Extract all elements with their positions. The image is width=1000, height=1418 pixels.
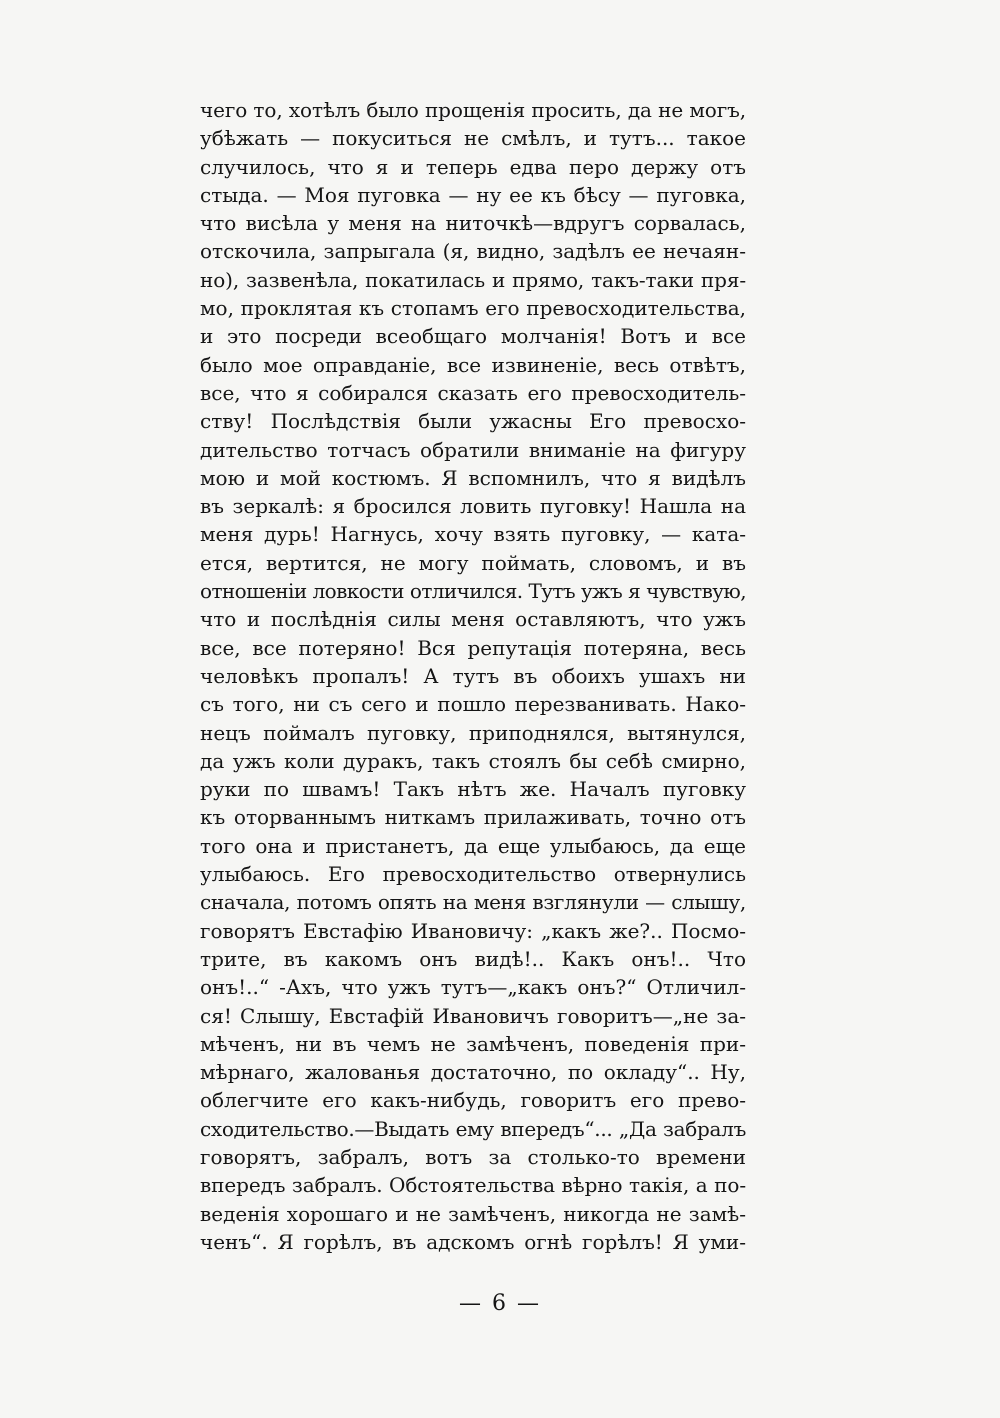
text-line: случилось, что я и теперь едва перо держу отъ bbox=[200, 154, 746, 179]
text-line: что висѣла у меня на ниточкѣ—вдругъ сорвалась, bbox=[200, 211, 746, 236]
text-line: стыда. — Моя пуговка — ну ее къ бѣсу — пуговка, bbox=[200, 182, 746, 207]
text-line: дительство тотчасъ обратили вниманіе на фигуру bbox=[200, 437, 746, 462]
text-line: отношеніи ловкости отличился. Тутъ ужъ я чувствую, bbox=[200, 579, 746, 604]
page-number: — 6 — bbox=[459, 1291, 541, 1316]
text-line: что и послѣднія силы меня оставляютъ, что ужъ bbox=[200, 607, 746, 632]
text-line: все, что я собирался сказать его превосходитель- bbox=[200, 380, 746, 405]
text-line: трите, въ какомъ онъ видѣ!.. Какъ онъ!.. Что bbox=[200, 946, 746, 971]
text-line: говорятъ, забралъ, вотъ за столько-то времени bbox=[200, 1144, 746, 1169]
text-line: мѣченъ, ни въ чемъ не замѣченъ, поведенія при- bbox=[200, 1031, 746, 1056]
text-line: сначала, потомъ опять на меня взглянули — слышу, bbox=[200, 890, 746, 915]
text-line: но), зазвенѣла, покатилась и прямо, такъ-таки пря- bbox=[200, 267, 746, 292]
text-line: и это посреди всеобщаго молчанія! Вотъ и все bbox=[200, 324, 746, 349]
text-line: впередъ забралъ. Обстоятельства вѣрно такія, а по- bbox=[200, 1173, 746, 1198]
text-line: руки по швамъ! Такъ нѣтъ же. Началъ пуговку bbox=[200, 777, 746, 802]
text-line: да ужъ коли дуракъ, такъ стоялъ бы себѣ смирно, bbox=[200, 748, 746, 773]
text-line: облегчите его какъ-нибудь, говоритъ его прево- bbox=[200, 1088, 746, 1113]
text-line: ется, вертится, не могу поймать, словомъ, и въ bbox=[200, 550, 746, 575]
text-line: все, все потеряно! Вся репутація потеряна, весь bbox=[200, 635, 746, 660]
text-line: къ оторваннымъ ниткамъ прилаживать, точно отъ bbox=[200, 805, 746, 830]
text-line: было мое оправданіе, все извиненіе, весь отвѣтъ, bbox=[200, 352, 746, 377]
text-line: нецъ поймалъ пуговку, приподнялся, вытянулся, bbox=[200, 720, 746, 745]
body-text bbox=[200, 96, 746, 1256]
text-line: въ зеркалѣ: я бросился ловить пуговку! Нашла на bbox=[200, 494, 746, 519]
text-line: меня дурь! Нагнусь, хочу взять пуговку, — ката- bbox=[200, 522, 746, 547]
text-line: отскочила, запрыгала (я, видно, задѣлъ ее нечаян- bbox=[200, 239, 746, 264]
text-line: веденія хорошаго и не замѣченъ, никогда не замѣ- bbox=[200, 1201, 746, 1226]
text-line: мо, проклятая къ стопамъ его превосходительства, bbox=[200, 296, 746, 321]
text-line: мою и мой костюмъ. Я вспомнилъ, что я видѣлъ bbox=[200, 465, 746, 490]
text-line: сходительство.—Выдать ему впередъ“... „Да забралъ bbox=[200, 1116, 746, 1141]
text-line: улыбаюсь. Его превосходительство отвернулись bbox=[200, 862, 746, 887]
text-line: ству! Послѣдствія были ужасны Его превосхо- bbox=[200, 409, 746, 434]
text-line: говорятъ Евстафію Ивановичу: „какъ же?.. Посмо- bbox=[200, 918, 746, 943]
text-line: человѣкъ пропалъ! А тутъ въ обоихъ ушахъ ни bbox=[200, 663, 746, 688]
text-line: съ того, ни съ сего и пошло перезванивать. Нако- bbox=[200, 692, 746, 717]
text-line: чего то, хотѣлъ было прощенія просить, да не могъ, bbox=[200, 98, 746, 122]
text-line: убѣжать — покуситься не смѣлъ, и тутъ... такое bbox=[200, 126, 746, 151]
text-line: онъ!..“ -Ахъ, что ужъ тутъ—„какъ онъ?“ Отличил- bbox=[200, 975, 746, 1000]
text-line: ся! Слышу, Евстафій Ивановичъ говоритъ—„не за- bbox=[200, 1003, 746, 1028]
text-line: ченъ“. Я горѣлъ, въ адскомъ огнѣ горѣлъ! Я уми- bbox=[200, 1229, 746, 1254]
text-line: того она и пристанетъ, да еще улыбаюсь, да еще bbox=[200, 833, 746, 858]
text-line: мѣрнаго, жалованья достаточно, по окладу“.. Ну, bbox=[200, 1060, 746, 1085]
